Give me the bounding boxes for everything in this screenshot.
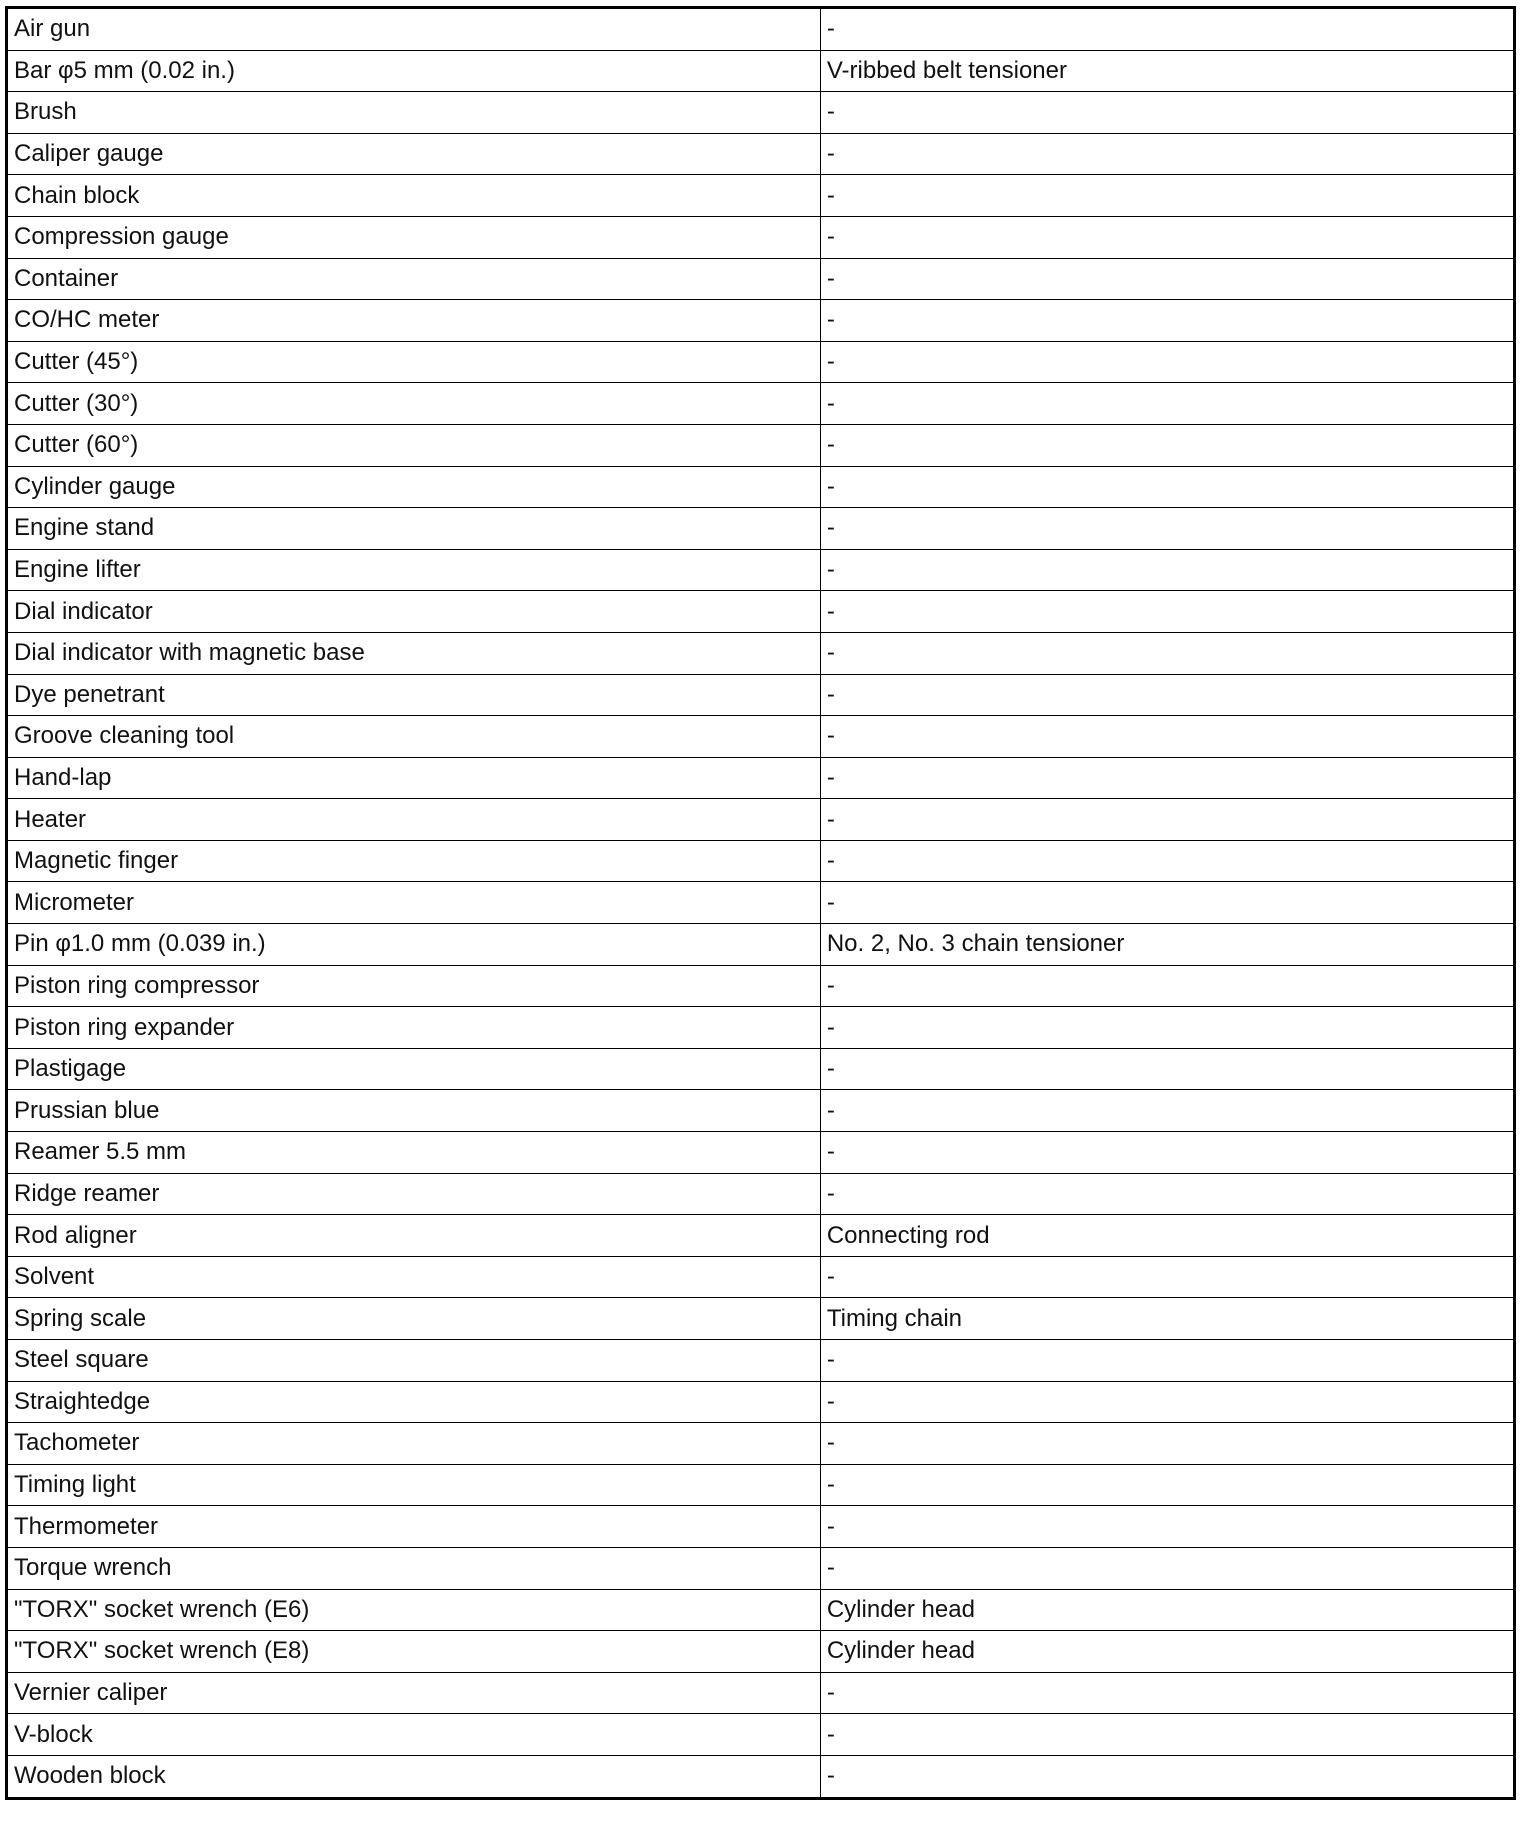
table-row — [7, 924, 1515, 966]
part-name-cell: - — [820, 1256, 1514, 1298]
tool-name-cell: "TORX" socket wrench (E8) — [7, 1631, 821, 1673]
part-name-cell: - — [820, 341, 1514, 383]
table-row — [7, 1631, 1515, 1673]
tool-name-cell: Torque wrench — [7, 1547, 821, 1589]
table-row — [7, 383, 1515, 425]
table-row — [7, 216, 1515, 258]
part-name-cell: - — [820, 840, 1514, 882]
part-name-cell: - — [820, 1381, 1514, 1423]
part-name-cell: - — [820, 674, 1514, 716]
part-name-cell: - — [820, 424, 1514, 466]
tool-name-cell: Brush — [7, 92, 821, 134]
part-name-cell: - — [820, 258, 1514, 300]
table-row — [7, 1547, 1515, 1589]
table-row — [7, 1132, 1515, 1174]
part-name-cell: - — [820, 757, 1514, 799]
tool-name-cell: Piston ring compressor — [7, 965, 821, 1007]
table-row — [7, 1589, 1515, 1631]
table-row — [7, 882, 1515, 924]
tool-name-cell: Rod aligner — [7, 1215, 821, 1257]
part-name-cell: - — [820, 8, 1514, 51]
table-row — [7, 175, 1515, 217]
tool-name-cell: Dial indicator with magnetic base — [7, 632, 821, 674]
part-name-cell: - — [820, 175, 1514, 217]
part-name-cell: - — [820, 1755, 1514, 1798]
part-name-cell: - — [820, 716, 1514, 758]
part-name-cell: Cylinder head — [820, 1631, 1514, 1673]
table-row — [7, 1173, 1515, 1215]
part-name-cell: - — [820, 882, 1514, 924]
tool-name-cell: V-block — [7, 1714, 821, 1756]
tool-name-cell: Cutter (60°) — [7, 424, 821, 466]
tool-name-cell: Caliper gauge — [7, 133, 821, 175]
part-name-cell: - — [820, 1173, 1514, 1215]
tool-name-cell: Dye penetrant — [7, 674, 821, 716]
table-row — [7, 424, 1515, 466]
table-row — [7, 300, 1515, 342]
table-row — [7, 466, 1515, 508]
part-name-cell: - — [820, 1132, 1514, 1174]
table-row — [7, 549, 1515, 591]
tool-name-cell: CO/HC meter — [7, 300, 821, 342]
table-row — [7, 133, 1515, 175]
part-name-cell: - — [820, 799, 1514, 841]
table-row — [7, 1007, 1515, 1049]
part-name-cell: - — [820, 1007, 1514, 1049]
tool-name-cell: Engine stand — [7, 508, 821, 550]
table-row — [7, 1215, 1515, 1257]
tool-name-cell: Chain block — [7, 175, 821, 217]
tool-name-cell: Straightedge — [7, 1381, 821, 1423]
tool-name-cell: Spring scale — [7, 1298, 821, 1340]
table-row — [7, 1090, 1515, 1132]
part-name-cell: Cylinder head — [820, 1589, 1514, 1631]
tool-name-cell: Timing light — [7, 1464, 821, 1506]
tool-name-cell: Dial indicator — [7, 591, 821, 633]
table-row — [7, 757, 1515, 799]
tool-name-cell: Cylinder gauge — [7, 466, 821, 508]
part-name-cell: - — [820, 466, 1514, 508]
table-row — [7, 1340, 1515, 1382]
table-row — [7, 1506, 1515, 1548]
tool-name-cell: Thermometer — [7, 1506, 821, 1548]
part-name-cell: - — [820, 1506, 1514, 1548]
table-row — [7, 1755, 1515, 1798]
tool-name-cell: Ridge reamer — [7, 1173, 821, 1215]
part-name-cell: - — [820, 1423, 1514, 1465]
part-name-cell: - — [820, 1672, 1514, 1714]
part-name-cell: - — [820, 1090, 1514, 1132]
table-row — [7, 50, 1515, 92]
part-name-cell: - — [820, 300, 1514, 342]
table-row — [7, 1298, 1515, 1340]
part-name-cell: - — [820, 383, 1514, 425]
part-name-cell: - — [820, 591, 1514, 633]
table-row — [7, 799, 1515, 841]
table-row — [7, 674, 1515, 716]
tool-name-cell: Piston ring expander — [7, 1007, 821, 1049]
part-name-cell: - — [820, 1547, 1514, 1589]
tool-name-cell: Wooden block — [7, 1755, 821, 1798]
tool-name-cell: Air gun — [7, 8, 821, 51]
tool-name-cell: Compression gauge — [7, 216, 821, 258]
table-row — [7, 1423, 1515, 1465]
part-name-cell: Connecting rod — [820, 1215, 1514, 1257]
part-name-cell: - — [820, 965, 1514, 1007]
table-row — [7, 92, 1515, 134]
tool-name-cell: Groove cleaning tool — [7, 716, 821, 758]
part-name-cell: - — [820, 508, 1514, 550]
tool-name-cell: Engine lifter — [7, 549, 821, 591]
table-row — [7, 716, 1515, 758]
table-row — [7, 1714, 1515, 1756]
part-name-cell: Timing chain — [820, 1298, 1514, 1340]
tool-name-cell: Steel square — [7, 1340, 821, 1382]
table-row — [7, 258, 1515, 300]
tool-name-cell: Tachometer — [7, 1423, 821, 1465]
table-row — [7, 508, 1515, 550]
table-row — [7, 965, 1515, 1007]
tool-name-cell: Cutter (30°) — [7, 383, 821, 425]
part-name-cell: - — [820, 632, 1514, 674]
part-name-cell: - — [820, 216, 1514, 258]
part-name-cell: - — [820, 133, 1514, 175]
tool-name-cell: Hand-lap — [7, 757, 821, 799]
table-row — [7, 591, 1515, 633]
part-name-cell: V-ribbed belt tensioner — [820, 50, 1514, 92]
table-row — [7, 840, 1515, 882]
table-row — [7, 8, 1515, 51]
tool-name-cell: Solvent — [7, 1256, 821, 1298]
table-row — [7, 1672, 1515, 1714]
tool-name-cell: Vernier caliper — [7, 1672, 821, 1714]
tool-name-cell: Prussian blue — [7, 1090, 821, 1132]
table-row — [7, 1381, 1515, 1423]
tool-name-cell: Pin φ1.0 mm (0.039 in.) — [7, 924, 821, 966]
tool-name-cell: Heater — [7, 799, 821, 841]
table-row — [7, 632, 1515, 674]
tool-name-cell: Reamer 5.5 mm — [7, 1132, 821, 1174]
part-name-cell: - — [820, 92, 1514, 134]
tools-table — [5, 6, 1516, 1800]
part-name-cell: No. 2, No. 3 chain tensioner — [820, 924, 1514, 966]
table-row — [7, 1048, 1515, 1090]
tool-name-cell: "TORX" socket wrench (E6) — [7, 1589, 821, 1631]
tool-name-cell: Micrometer — [7, 882, 821, 924]
part-name-cell: - — [820, 1714, 1514, 1756]
table-row — [7, 341, 1515, 383]
tool-name-cell: Bar φ5 mm (0.02 in.) — [7, 50, 821, 92]
part-name-cell: - — [820, 1340, 1514, 1382]
tool-name-cell: Cutter (45°) — [7, 341, 821, 383]
part-name-cell: - — [820, 1464, 1514, 1506]
tools-table-body — [7, 8, 1515, 1799]
part-name-cell: - — [820, 549, 1514, 591]
tool-name-cell: Plastigage — [7, 1048, 821, 1090]
part-name-cell: - — [820, 1048, 1514, 1090]
tool-name-cell: Container — [7, 258, 821, 300]
table-row — [7, 1464, 1515, 1506]
table-row — [7, 1256, 1515, 1298]
tool-name-cell: Magnetic finger — [7, 840, 821, 882]
